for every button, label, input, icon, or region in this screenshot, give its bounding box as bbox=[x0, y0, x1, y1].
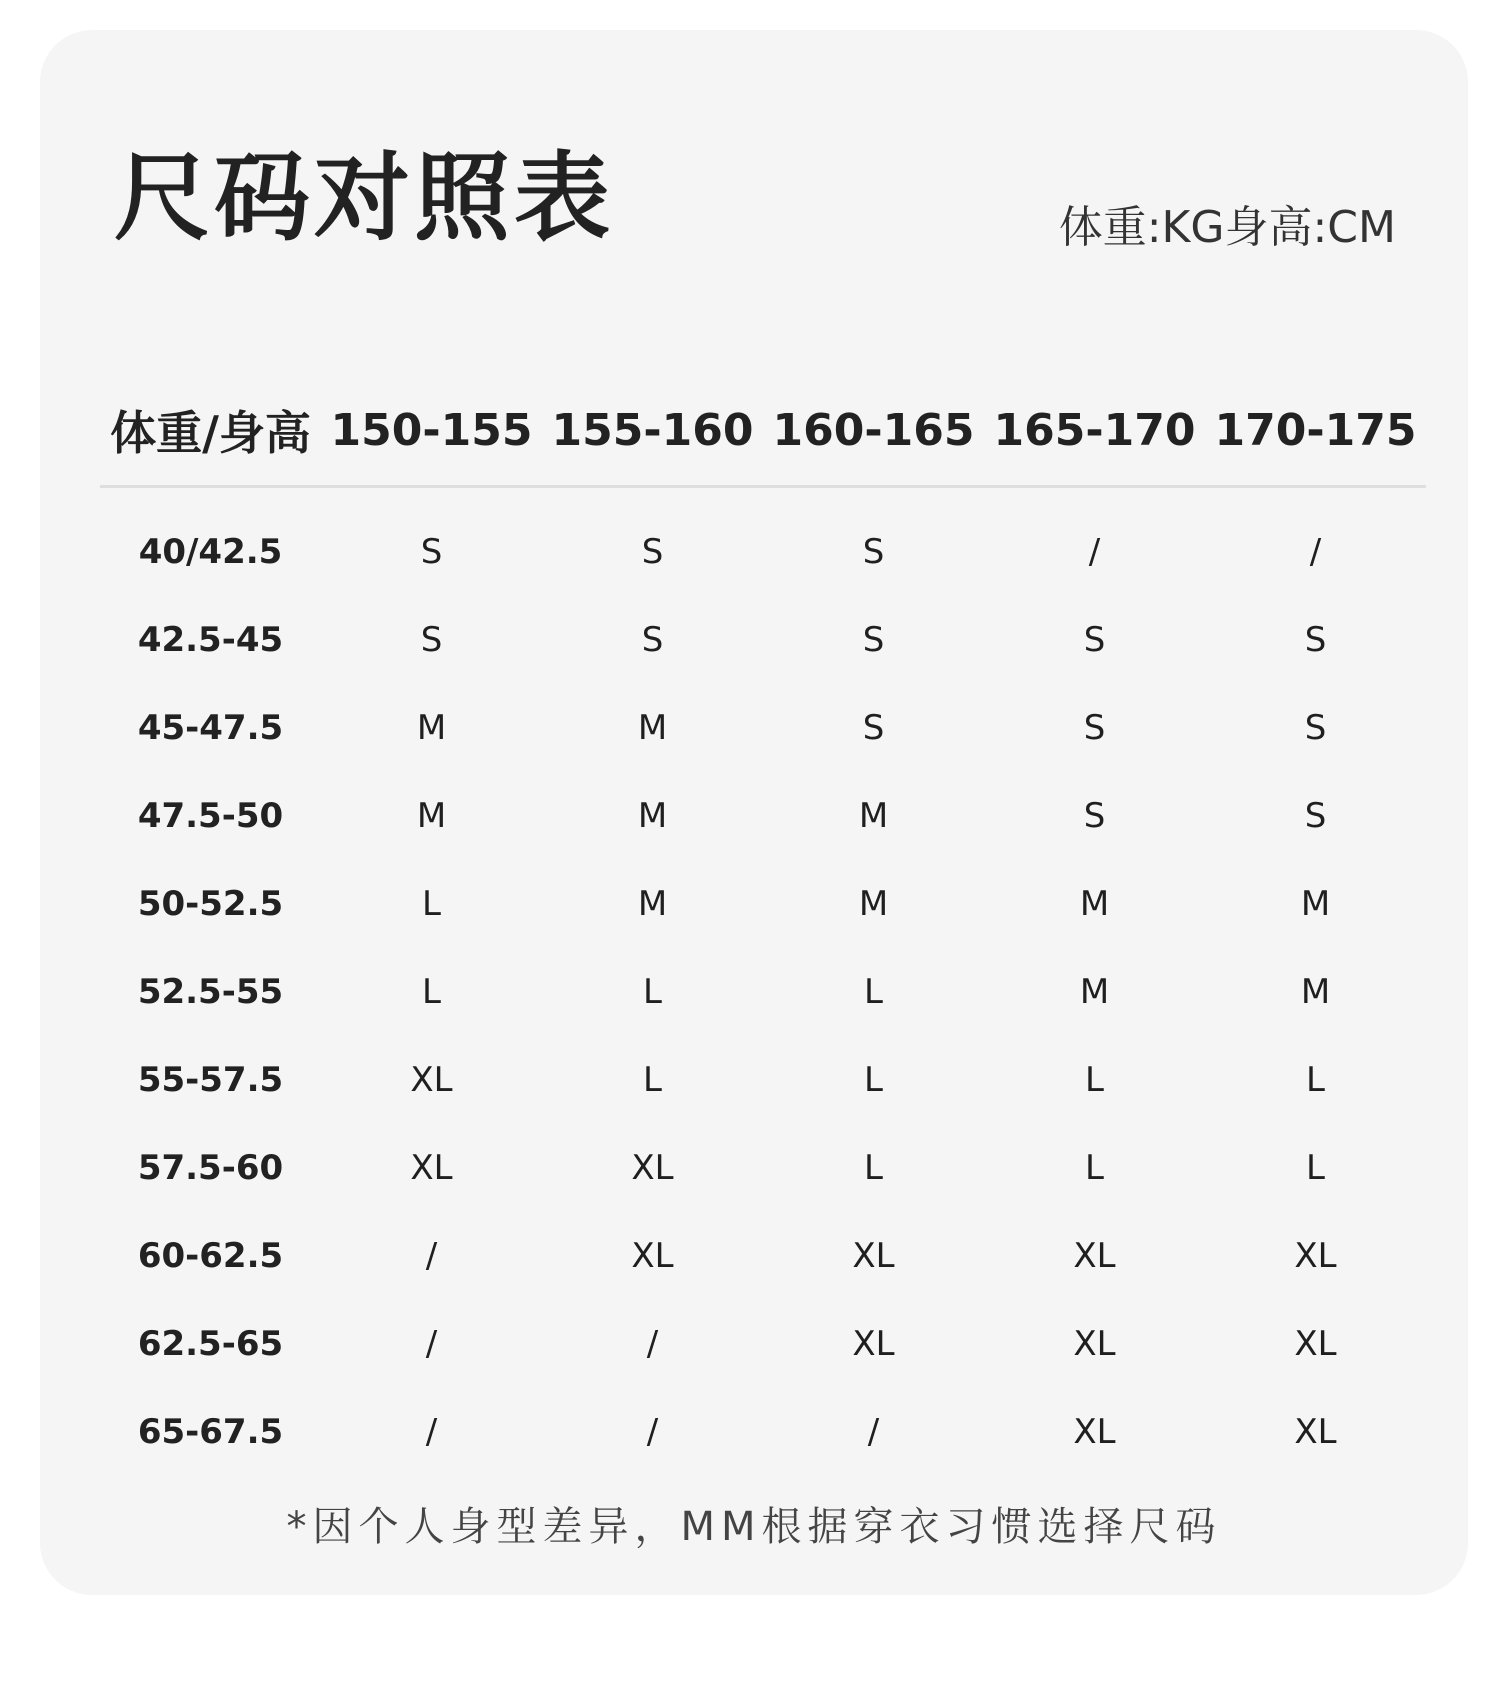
weight-label: 57.5-60 bbox=[137, 1148, 284, 1188]
table-row bbox=[100, 1388, 1426, 1476]
footnote: *因个人身型差异，MM根据穿衣习惯选择尺码 bbox=[286, 1504, 1222, 1550]
size-cell: L bbox=[864, 1148, 883, 1188]
size-cell: / bbox=[867, 1412, 880, 1452]
size-cell: XL bbox=[631, 1148, 674, 1188]
size-cell: S bbox=[1304, 708, 1327, 748]
size-cell: / bbox=[646, 1324, 659, 1364]
unit-note: 体重:KG身高:CM bbox=[1058, 202, 1396, 253]
size-cell: L bbox=[422, 884, 441, 924]
size-cell: S bbox=[1083, 796, 1106, 836]
table-row bbox=[100, 1036, 1426, 1124]
table-row bbox=[100, 772, 1426, 860]
height-header: 155-160 bbox=[542, 375, 763, 487]
size-cell: XL bbox=[852, 1324, 895, 1364]
size-cell: XL bbox=[1073, 1324, 1116, 1364]
size-cell: S bbox=[1083, 620, 1106, 660]
size-cell: M bbox=[1079, 972, 1110, 1012]
weight-label: 55-57.5 bbox=[137, 1060, 284, 1100]
height-header: 170-175 bbox=[1205, 375, 1426, 487]
size-cell: M bbox=[858, 796, 889, 836]
size-cell: L bbox=[864, 1060, 883, 1100]
size-cell: L bbox=[1085, 1148, 1104, 1188]
size-cell: M bbox=[1079, 884, 1110, 924]
size-cell: XL bbox=[410, 1148, 453, 1188]
weight-label: 50-52.5 bbox=[137, 884, 284, 924]
weight-label: 65-67.5 bbox=[137, 1412, 284, 1452]
size-cell: XL bbox=[1073, 1236, 1116, 1276]
table-body bbox=[100, 487, 1426, 1477]
height-header: 150-155 bbox=[321, 375, 542, 487]
table-row bbox=[100, 1300, 1426, 1388]
table-row bbox=[100, 596, 1426, 684]
size-cell: M bbox=[1300, 884, 1331, 924]
size-cell: / bbox=[425, 1412, 438, 1452]
size-cell: L bbox=[1306, 1148, 1325, 1188]
size-cell: M bbox=[637, 796, 668, 836]
size-chart-card bbox=[40, 30, 1468, 1595]
size-cell: S bbox=[862, 708, 885, 748]
size-cell: XL bbox=[410, 1060, 453, 1100]
weight-label: 60-62.5 bbox=[137, 1236, 284, 1276]
size-cell: S bbox=[862, 620, 885, 660]
size-cell: / bbox=[1309, 532, 1322, 572]
size-cell: M bbox=[1300, 972, 1331, 1012]
size-cell: M bbox=[416, 708, 447, 748]
size-cell: S bbox=[1304, 620, 1327, 660]
size-cell: XL bbox=[1294, 1236, 1337, 1276]
size-cell: L bbox=[1306, 1060, 1325, 1100]
size-cell: L bbox=[1085, 1060, 1104, 1100]
size-cell: S bbox=[1304, 796, 1327, 836]
weight-label: 40/42.5 bbox=[138, 532, 283, 572]
table-row bbox=[100, 1124, 1426, 1212]
size-cell: XL bbox=[852, 1236, 895, 1276]
size-cell: S bbox=[641, 620, 664, 660]
size-cell: L bbox=[422, 972, 441, 1012]
size-cell: L bbox=[864, 972, 883, 1012]
table-row bbox=[100, 684, 1426, 772]
size-cell: XL bbox=[1294, 1324, 1337, 1364]
weight-label: 47.5-50 bbox=[137, 796, 284, 836]
size-cell: XL bbox=[1294, 1412, 1337, 1452]
size-cell: S bbox=[862, 532, 885, 572]
size-cell: L bbox=[643, 972, 662, 1012]
weight-label: 52.5-55 bbox=[137, 972, 284, 1012]
size-cell: / bbox=[646, 1412, 659, 1452]
size-cell: L bbox=[643, 1060, 662, 1100]
size-cell: XL bbox=[1073, 1412, 1116, 1452]
weight-label: 42.5-45 bbox=[137, 620, 284, 660]
size-cell: M bbox=[637, 708, 668, 748]
corner-header: 体重/身高 bbox=[100, 375, 321, 487]
table-row bbox=[100, 1212, 1426, 1300]
size-cell: / bbox=[425, 1324, 438, 1364]
weight-label: 45-47.5 bbox=[137, 708, 284, 748]
size-cell: XL bbox=[631, 1236, 674, 1276]
header-row bbox=[100, 375, 1426, 487]
height-header: 160-165 bbox=[763, 375, 984, 487]
size-cell: / bbox=[1088, 532, 1101, 572]
size-cell: M bbox=[858, 884, 889, 924]
page-title: 尺码对照表 bbox=[114, 142, 614, 254]
size-cell: S bbox=[641, 532, 664, 572]
table-row bbox=[100, 948, 1426, 1036]
size-cell: S bbox=[420, 620, 443, 660]
size-table bbox=[100, 375, 1426, 1476]
size-cell: M bbox=[416, 796, 447, 836]
size-cell: S bbox=[420, 532, 443, 572]
size-cell: / bbox=[425, 1236, 438, 1276]
size-cell: M bbox=[637, 884, 668, 924]
weight-label: 62.5-65 bbox=[137, 1324, 284, 1364]
table-row bbox=[100, 860, 1426, 948]
size-cell: S bbox=[1083, 708, 1106, 748]
height-header: 165-170 bbox=[984, 375, 1205, 487]
table-row bbox=[100, 487, 1426, 597]
